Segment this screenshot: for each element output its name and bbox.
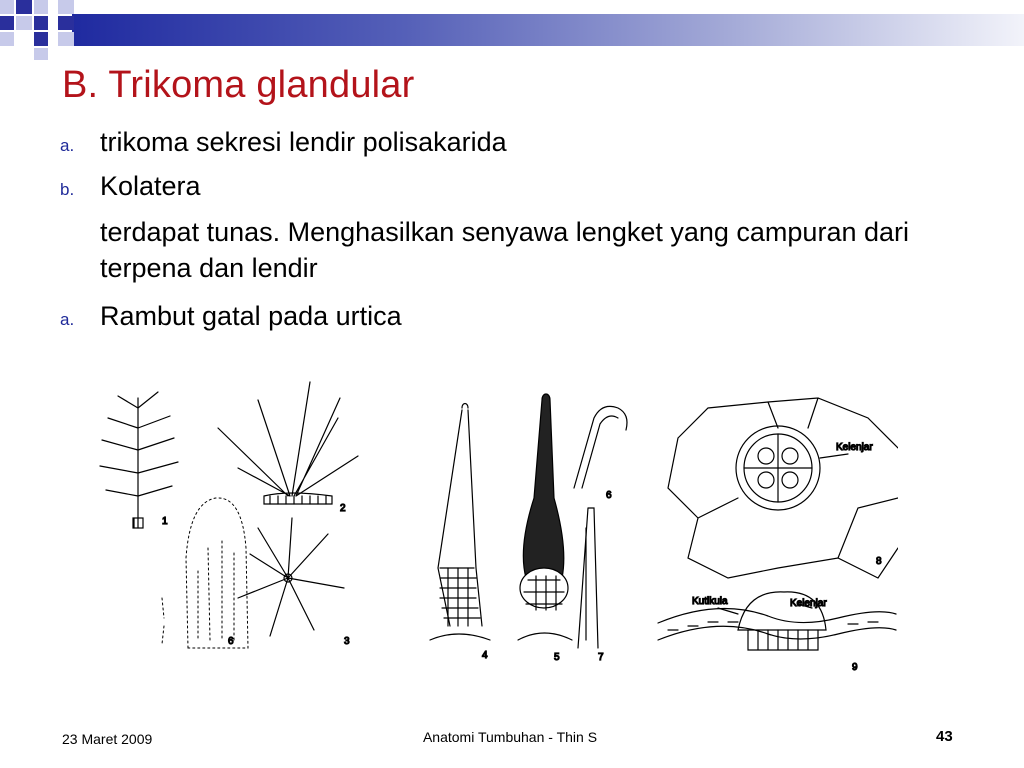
slide-title: B. Trikoma glandular [62,64,415,106]
header-square [16,0,32,14]
header-square [58,32,74,46]
drawing-stinging-hair [430,404,490,641]
figure-number: 5 [554,652,560,663]
drawing-stellate-hair [238,518,344,636]
figure-callout: Kelenjar [836,442,873,453]
figure-number: 7 [598,652,604,663]
header-square [58,16,74,30]
figure-number: 1 [162,516,168,527]
list-item-text: Rambut gatal pada urtica [100,301,402,331]
figure-number: 4 [482,650,488,661]
list-item-text: Kolatera [100,171,201,201]
header-square [0,16,14,30]
header-square [0,0,14,14]
list-item-text: terdapat tunas. Menghasilkan senyawa lengket yang campuran dari terpena dan lendir [100,217,909,283]
drawing-pointed-hair [578,508,598,648]
header-square [0,32,14,46]
drawing-branched-hair [100,392,178,528]
figure-number: 9 [852,662,858,673]
figure-number: 6 [606,490,612,501]
list-marker: b. [60,180,75,199]
figure-number: 6 [228,636,234,647]
drawing-stellate-hair-top [218,382,358,504]
footer-title: Anatomi Tumbuhan - Thin S [422,729,598,745]
list-item [60,168,960,204]
drawing-epidermis-gland [668,398,898,578]
list-item [60,124,960,160]
trichome-illustration [78,378,898,678]
header-square [34,48,48,60]
figure-number: 8 [876,556,882,567]
list-item [60,214,960,286]
header-gradient-bar [72,14,1024,46]
header-square [34,32,48,46]
list-item [60,298,960,334]
figure-callout: Kutikula [692,596,728,607]
drawing-stinging-hair-dark [518,394,572,640]
header-square [58,0,74,14]
bullet-list [60,124,960,334]
header-square [34,0,48,14]
list-item-text: trikoma sekresi lendir polisakarida [100,127,507,157]
figure-number: 2 [340,503,346,514]
list-marker: a. [60,136,75,155]
page-number: 43 [936,728,953,745]
figure-callout: Kelenjar [790,598,827,609]
header-square [16,16,32,30]
list-marker: a. [60,310,75,329]
header-decoration [0,0,1024,50]
header-square [34,16,48,30]
figure-number: 3 [344,636,350,647]
drawing-dotted-gland [162,498,248,648]
drawing-hooked-hair [574,406,627,488]
footer-date: 23 Maret 2009 [62,731,153,747]
